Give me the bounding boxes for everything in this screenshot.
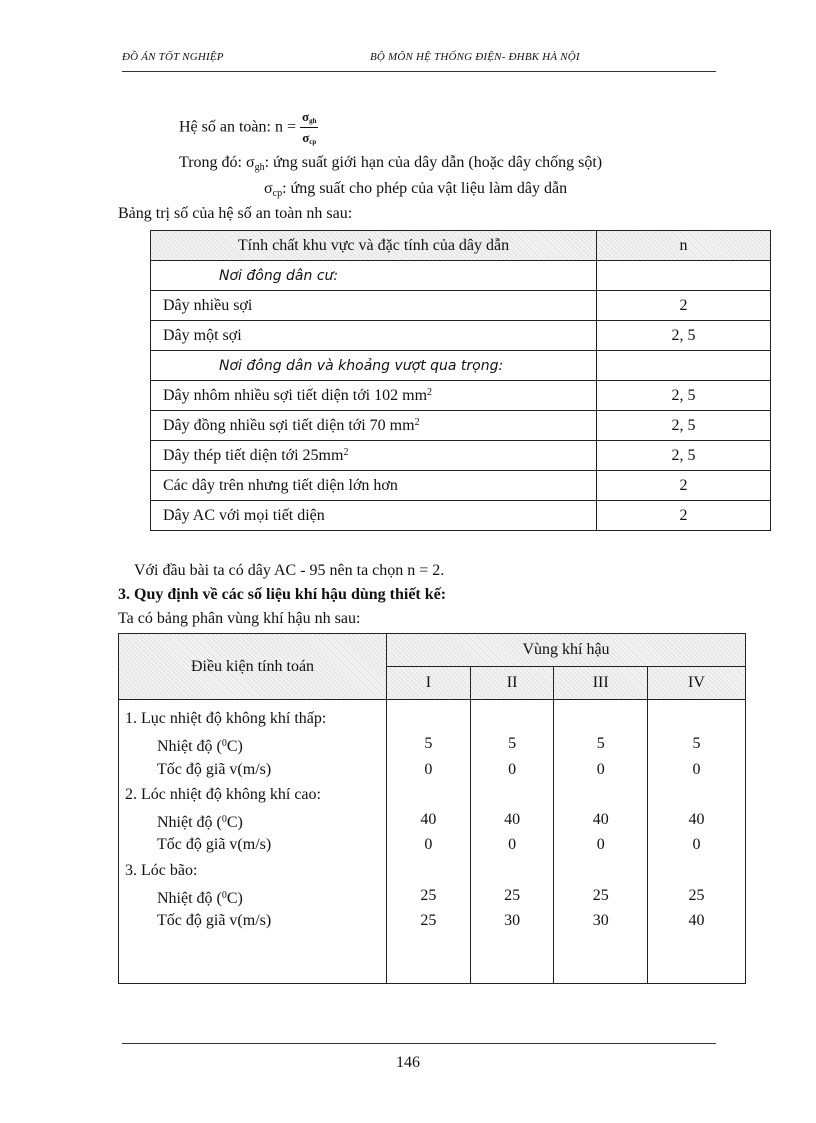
zone-value: 40 [592,811,609,829]
zone-column-2 [470,700,554,984]
row-label: Dây nhôm nhiều sợi tiết diện tới 102 $mm^2$ [151,381,597,411]
where-line-1: Trong đó: $\sigma_{gh}$: ứng suất giới hạn của dây dẫn (hoặc dây chống sột) [179,154,603,173]
safety-fraction: $\frac{\text{σgh}}{\text{σcp}}$ [302,109,317,146]
zone-header-2: II [470,667,554,700]
table-row [151,471,771,501]
row-label: Dây thép tiết diện tới $25mm^2$ [151,441,597,471]
header-condition: Điều kiện tính toán [119,634,387,700]
zone-value: 25 [504,887,521,905]
row-label: Các dây trên nhưng tiết diện lớn hơn [151,471,597,501]
climate-zone-table [118,633,746,984]
row-n-value: 2, 5 [597,381,771,411]
zone-column-1 [387,700,471,984]
where-line-2: $\sigma_{cp}$: ứng suất cho phép của vật liệu làm dây dẫn [264,180,568,199]
zone-value: 25 [420,912,437,930]
spacer [387,782,470,807]
zone-value: 40 [688,912,705,930]
row-n-value [597,261,771,291]
row-n-value: 2 [597,471,771,501]
header-rule [122,71,716,72]
zone-value: 5 [508,735,517,753]
safety-label: Hệ số an toàn: n = [179,118,296,136]
zone-column-4 [647,700,745,984]
row-label: Nơi đông dân cư: [151,261,597,291]
spacer [648,858,745,883]
table-row [151,411,771,441]
zone-value: 0 [596,836,605,854]
condition-label: Nhiệt độ ($^0$C) [157,814,243,832]
table-row [151,501,771,531]
spacer [648,782,745,807]
header-left: ĐỒ ÁN TỐT NGHIỆP [122,51,224,63]
zone-value: 40 [420,811,437,829]
spacer [387,706,470,731]
safety-formula [179,110,318,146]
conclusion: Với đầu bài ta có dây AC - 95 nên ta chọn n = 2. [134,562,445,579]
zone-value: 0 [692,760,701,778]
group-title: 1. Lục nhiệt độ không khí thấp: [125,710,327,727]
group-title: 2. Lóc nhiệt độ không khí cao: [125,785,321,803]
row-label: Dây AC với mọi tiết diện [151,501,597,531]
zone-value: 0 [508,836,517,854]
spacer [387,858,470,883]
section3-title: 3. Quy định về các số liệu khí hậu dùng thiết kế: [118,586,447,603]
row-label: Dây một sợi [151,321,597,351]
spacer [554,858,647,883]
row-label: Dây nhiều sợi [151,291,597,321]
table-row [151,291,771,321]
zone-value: 40 [688,811,705,829]
row-n-value: 2, 5 [597,411,771,441]
category-row [151,351,771,381]
zone-column-3 [554,700,648,984]
zone-value: 0 [508,760,517,778]
zone-value: 5 [424,735,433,753]
condition-label: Nhiệt độ ($^0$C) [157,738,243,756]
zone-header-3: III [554,667,648,700]
table-row [151,321,771,351]
category-row [151,261,771,291]
row-label: Nơi đông dân và khoảng vượt qua trọng: [151,351,597,381]
header-zone: Vùng khí hậu [387,634,746,667]
zone-header-1: I [387,667,471,700]
zone-value: 0 [692,836,701,854]
zone-value: 30 [592,912,609,930]
zone-header-4: IV [647,667,745,700]
condition-label: Tốc độ giã v(m/s) [157,836,272,854]
zone-value: 25 [592,887,609,905]
safety-factor-table [150,230,771,531]
zone-value: 25 [688,887,705,905]
table1-intro: Bảng trị số của hệ số an toàn nh sau: [118,205,353,222]
row-n-value [597,351,771,381]
group-title: 3. Lóc bão: [125,861,198,879]
spacer [471,782,554,807]
header-right: BỘ MÔN HỆ THỐNG ĐIỆN- ĐHBK HÀ NỘI [370,51,580,63]
header-n: n [597,231,771,261]
condition-label: Tốc độ giã v(m/s) [157,760,272,778]
page-number: 146 [396,1054,420,1071]
zone-value: 0 [424,836,433,854]
section3-intro: Ta có bảng phân vùng khí hậu nh sau: [118,610,361,627]
zone-value: 25 [420,887,437,905]
row-n-value: 2, 5 [597,321,771,351]
footer-rule [122,1043,716,1044]
condition-label: Nhiệt độ ($^0$C) [157,890,243,908]
row-label: Dây đồng nhiều sợi tiết diện tới 70 $mm^2$ [151,411,597,441]
zone-value: 0 [596,760,605,778]
header-property: Tính chất khu vực và đặc tính của dây dẫn [151,231,597,261]
zone-value: 30 [504,912,521,930]
spacer [471,706,554,731]
table-row [151,441,771,471]
condition-label: Tốc độ giã v(m/s) [157,912,272,930]
spacer [648,706,745,731]
spacer [554,706,647,731]
zone-value: 5 [692,735,701,753]
row-n-value: 2 [597,291,771,321]
table-row [151,381,771,411]
condition-column [119,700,387,984]
spacer [471,858,554,883]
row-n-value: 2 [597,501,771,531]
zone-value: 40 [504,811,521,829]
zone-value: 5 [596,735,605,753]
row-n-value: 2, 5 [597,441,771,471]
zone-value: 0 [424,760,433,778]
table-header-row [151,231,771,261]
spacer [554,782,647,807]
